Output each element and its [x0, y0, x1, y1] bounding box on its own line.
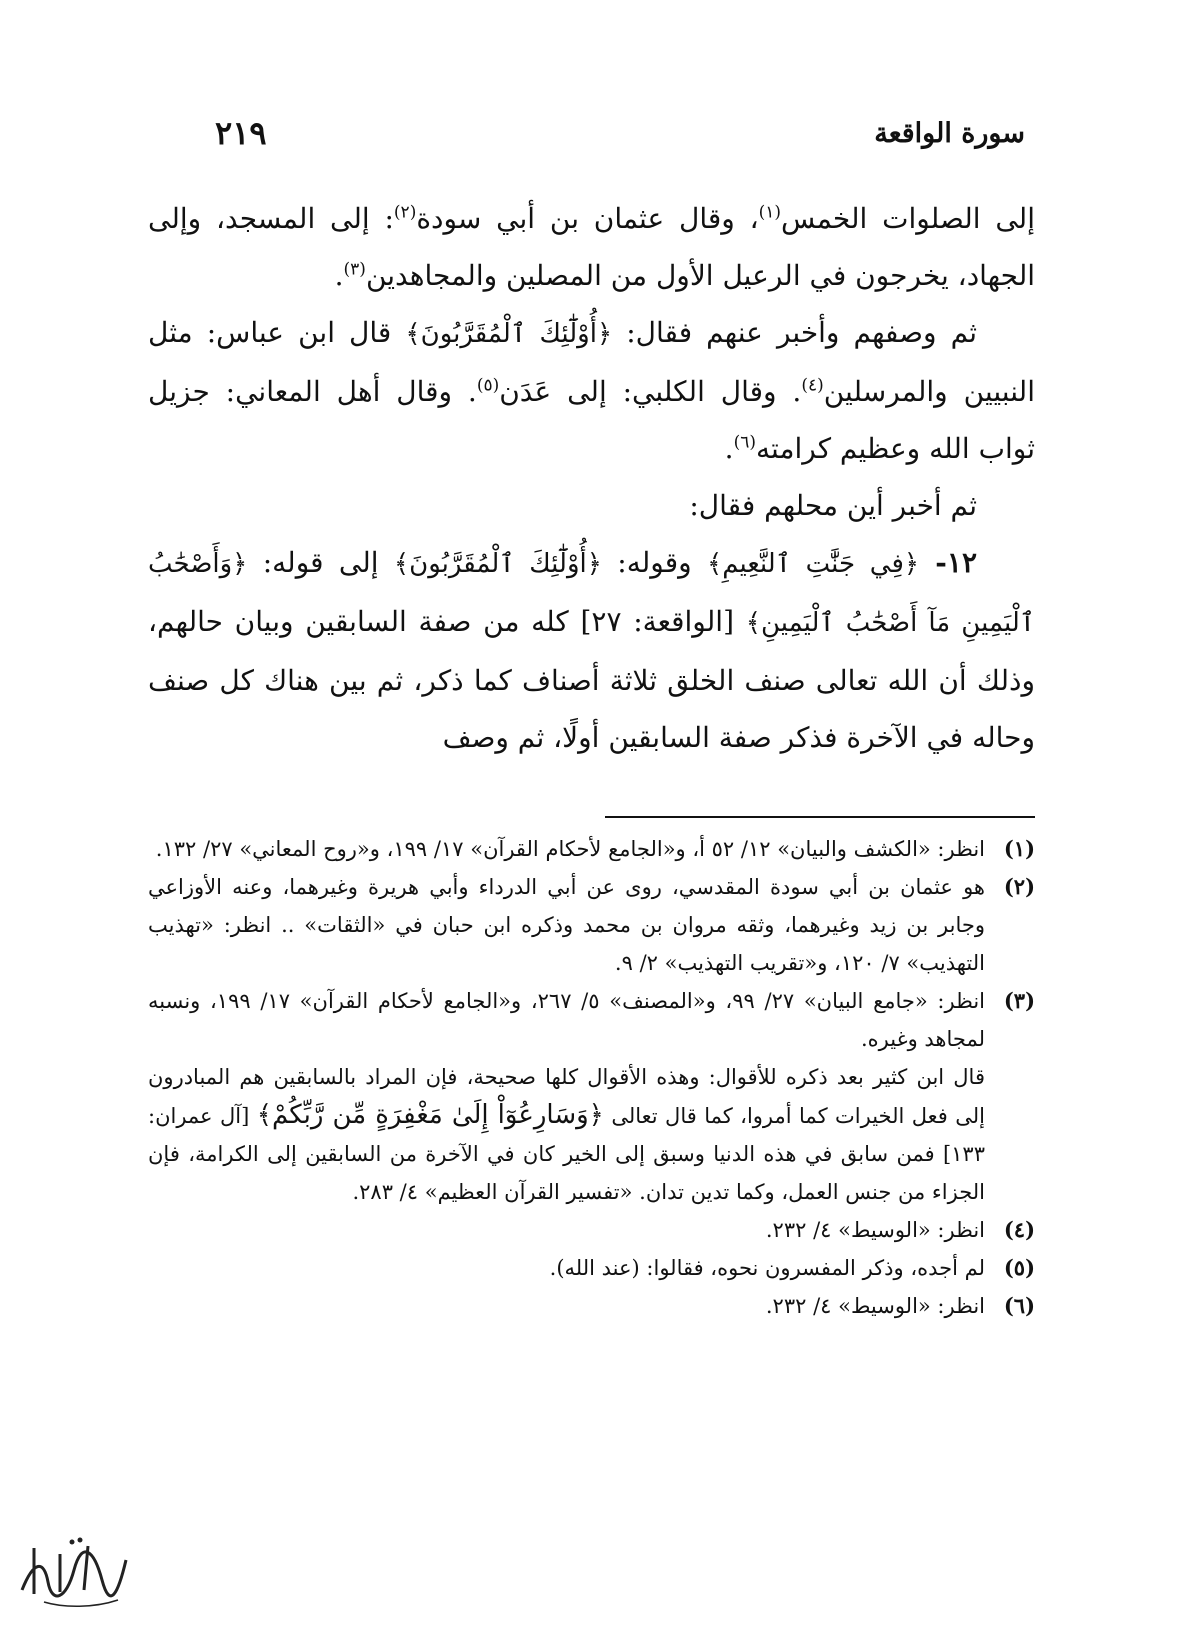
surah-name: سورة الواقعة: [874, 117, 1025, 149]
footnote-number: (٥): [1003, 1255, 1035, 1280]
text-run: إلى قوله:: [247, 546, 394, 579]
footnote-number: (٤): [1003, 1217, 1035, 1242]
footnote-6: [148, 1287, 1035, 1325]
footnote-text: لم أجده، وذكر المفسرون نحوه، فقالوا: (عند الله).: [549, 1256, 985, 1280]
footnote-ref: (٦): [733, 432, 756, 453]
text-run: قال ابن كثير بعد ذكره للأقوال: وهذه الأقوال كلها صحيحة، فإن المراد بالسابقين هم المبادرون إلى فعل الخيرات كما أمروا، كما قال تعالى: [148, 1065, 985, 1128]
footnote-5: [148, 1249, 1035, 1287]
text-run: .: [334, 259, 344, 292]
footnote-3: [148, 982, 1035, 1058]
calligraphy-logo-icon: [14, 1530, 134, 1610]
text-run: ثم وصفهم وأخبر عنهم فقال:: [612, 316, 978, 349]
paragraph-2: [148, 304, 1035, 477]
text-run: إلى الصلوات الخمس: [781, 202, 1035, 235]
footnotes: [148, 830, 1035, 1325]
page-number: ٢١٩: [215, 114, 267, 152]
footnote-number: (٢): [1003, 874, 1035, 899]
quran-verse: ﴿أُوْلَٰٓئِكَ ٱلْمُقَرَّبُونَ﴾: [405, 319, 613, 349]
footnote-4: [148, 1211, 1035, 1249]
main-text: [148, 190, 1035, 766]
footnote-text: انظر: «جامع البيان» ٢٧/ ٩٩، و«المصنف» ٥/ ٢٦٧، و«الجامع لأحكام القرآن» ١٧/ ١٩٩، ونسبه لمجاهد وغيره.: [148, 989, 985, 1051]
text-run: . وقال الكلبي: إلى عَدَن: [499, 375, 802, 408]
footnote-text: انظر: «الكشف والبيان» ١٢/ ٥٢ أ، و«الجامع لأحكام القرآن» ١٧/ ١٩٩، و«روح المعاني» ٢٧/ ١٣٢.: [155, 837, 985, 861]
paragraph-4: [148, 534, 1035, 766]
footnote-ref: (٢): [393, 202, 417, 223]
text-run: قال ابن عباس: مثل النبيين والمرسلين: [148, 316, 1035, 408]
footnote-number: (٣): [1003, 988, 1035, 1013]
text-run: وقوله:: [601, 546, 707, 579]
footnote-divider: [605, 816, 1035, 818]
text-run: [آل عمران: ١٣٣] فمن سابق في هذه الدنيا وسبق إلى الخير كان في الآخرة من السابقين إلى الكرامة، فإن الجزاء من جنس العمل، وكما تدين تدان. «تفسير القرآن العظيم» ٤/ ٢٨٣.: [148, 1104, 985, 1204]
paragraph-3: ثم أخبر أين محلهم فقال:: [689, 489, 977, 522]
text-run: .: [724, 432, 734, 465]
quran-verse: ﴿وَسَارِعُوٓاْ إِلَىٰ مَغْفِرَةٍ مِّن رَّبِّكُمْ﴾: [256, 1100, 604, 1130]
paragraph-1: [148, 190, 1035, 304]
footnote-text: هو عثمان بن أبي سودة المقدسي، روى عن أبي الدرداء وأبي هريرة وغيرهما، وعنه الأوزاعي وجابر بن زيد وغيرهما، وثقه مروان بن محمد وذكره ابن حبان في «الثقات» .. انظر: «تهذيب التهذيب» ٧/ ١٢٠، و«تقريب التهذيب» ٢/ ٩.: [148, 875, 985, 975]
footnote-number: (٦): [1003, 1293, 1035, 1318]
text-run: : إلى المسجد، وإلى الجهاد، يخرجون في الرعيل الأول من المصلين والمجاهدين: [148, 202, 1035, 292]
quran-verse: ﴿وَأَصْحَٰبُ ٱلْيَمِينِ مَآ أَصْحَٰبُ ٱلْيَمِينِ﴾: [148, 549, 1035, 638]
footnote-3-continuation: [148, 1058, 1035, 1211]
footnote-1: [148, 830, 1035, 868]
footnote-text: انظر: «الوسيط» ٤/ ٢٣٢.: [765, 1218, 985, 1242]
footnote-ref: (٥): [476, 375, 500, 396]
text-run: . وقال أهل المعاني: جزيل ثواب الله وعظيم كرامته: [148, 375, 1035, 465]
footnote-ref: (٤): [801, 375, 824, 396]
footnote-number: (١): [1003, 836, 1035, 861]
footnote-ref: (٣): [343, 259, 366, 280]
verse-number: ١٢-: [919, 546, 977, 579]
footnote-ref: (١): [758, 202, 782, 223]
quran-verse: ﴿أُوْلَٰٓئِكَ ٱلْمُقَرَّبُونَ﴾: [393, 549, 602, 579]
footnote-text: انظر: «الوسيط» ٤/ ٢٣٢.: [765, 1294, 985, 1318]
footnote-2: [148, 868, 1035, 982]
text-run: [الواقعة: ٢٧] كله من صفة السابقين وبيان حالهم، وذلك أن الله تعالى صنف الخلق ثلاثة أصناف كما ذكر، ثم بين هناك كل صنف وحاله في الآخرة فذكر صفة السابقين أولًا، ثم وصف: [148, 605, 1035, 754]
quran-verse: ﴿فِي جَنَّٰتِ ٱلنَّعِيمِ﴾: [707, 549, 920, 579]
text-run: ، وقال عثمان بن أبي سودة: [416, 202, 759, 235]
page-header: [215, 108, 1025, 158]
